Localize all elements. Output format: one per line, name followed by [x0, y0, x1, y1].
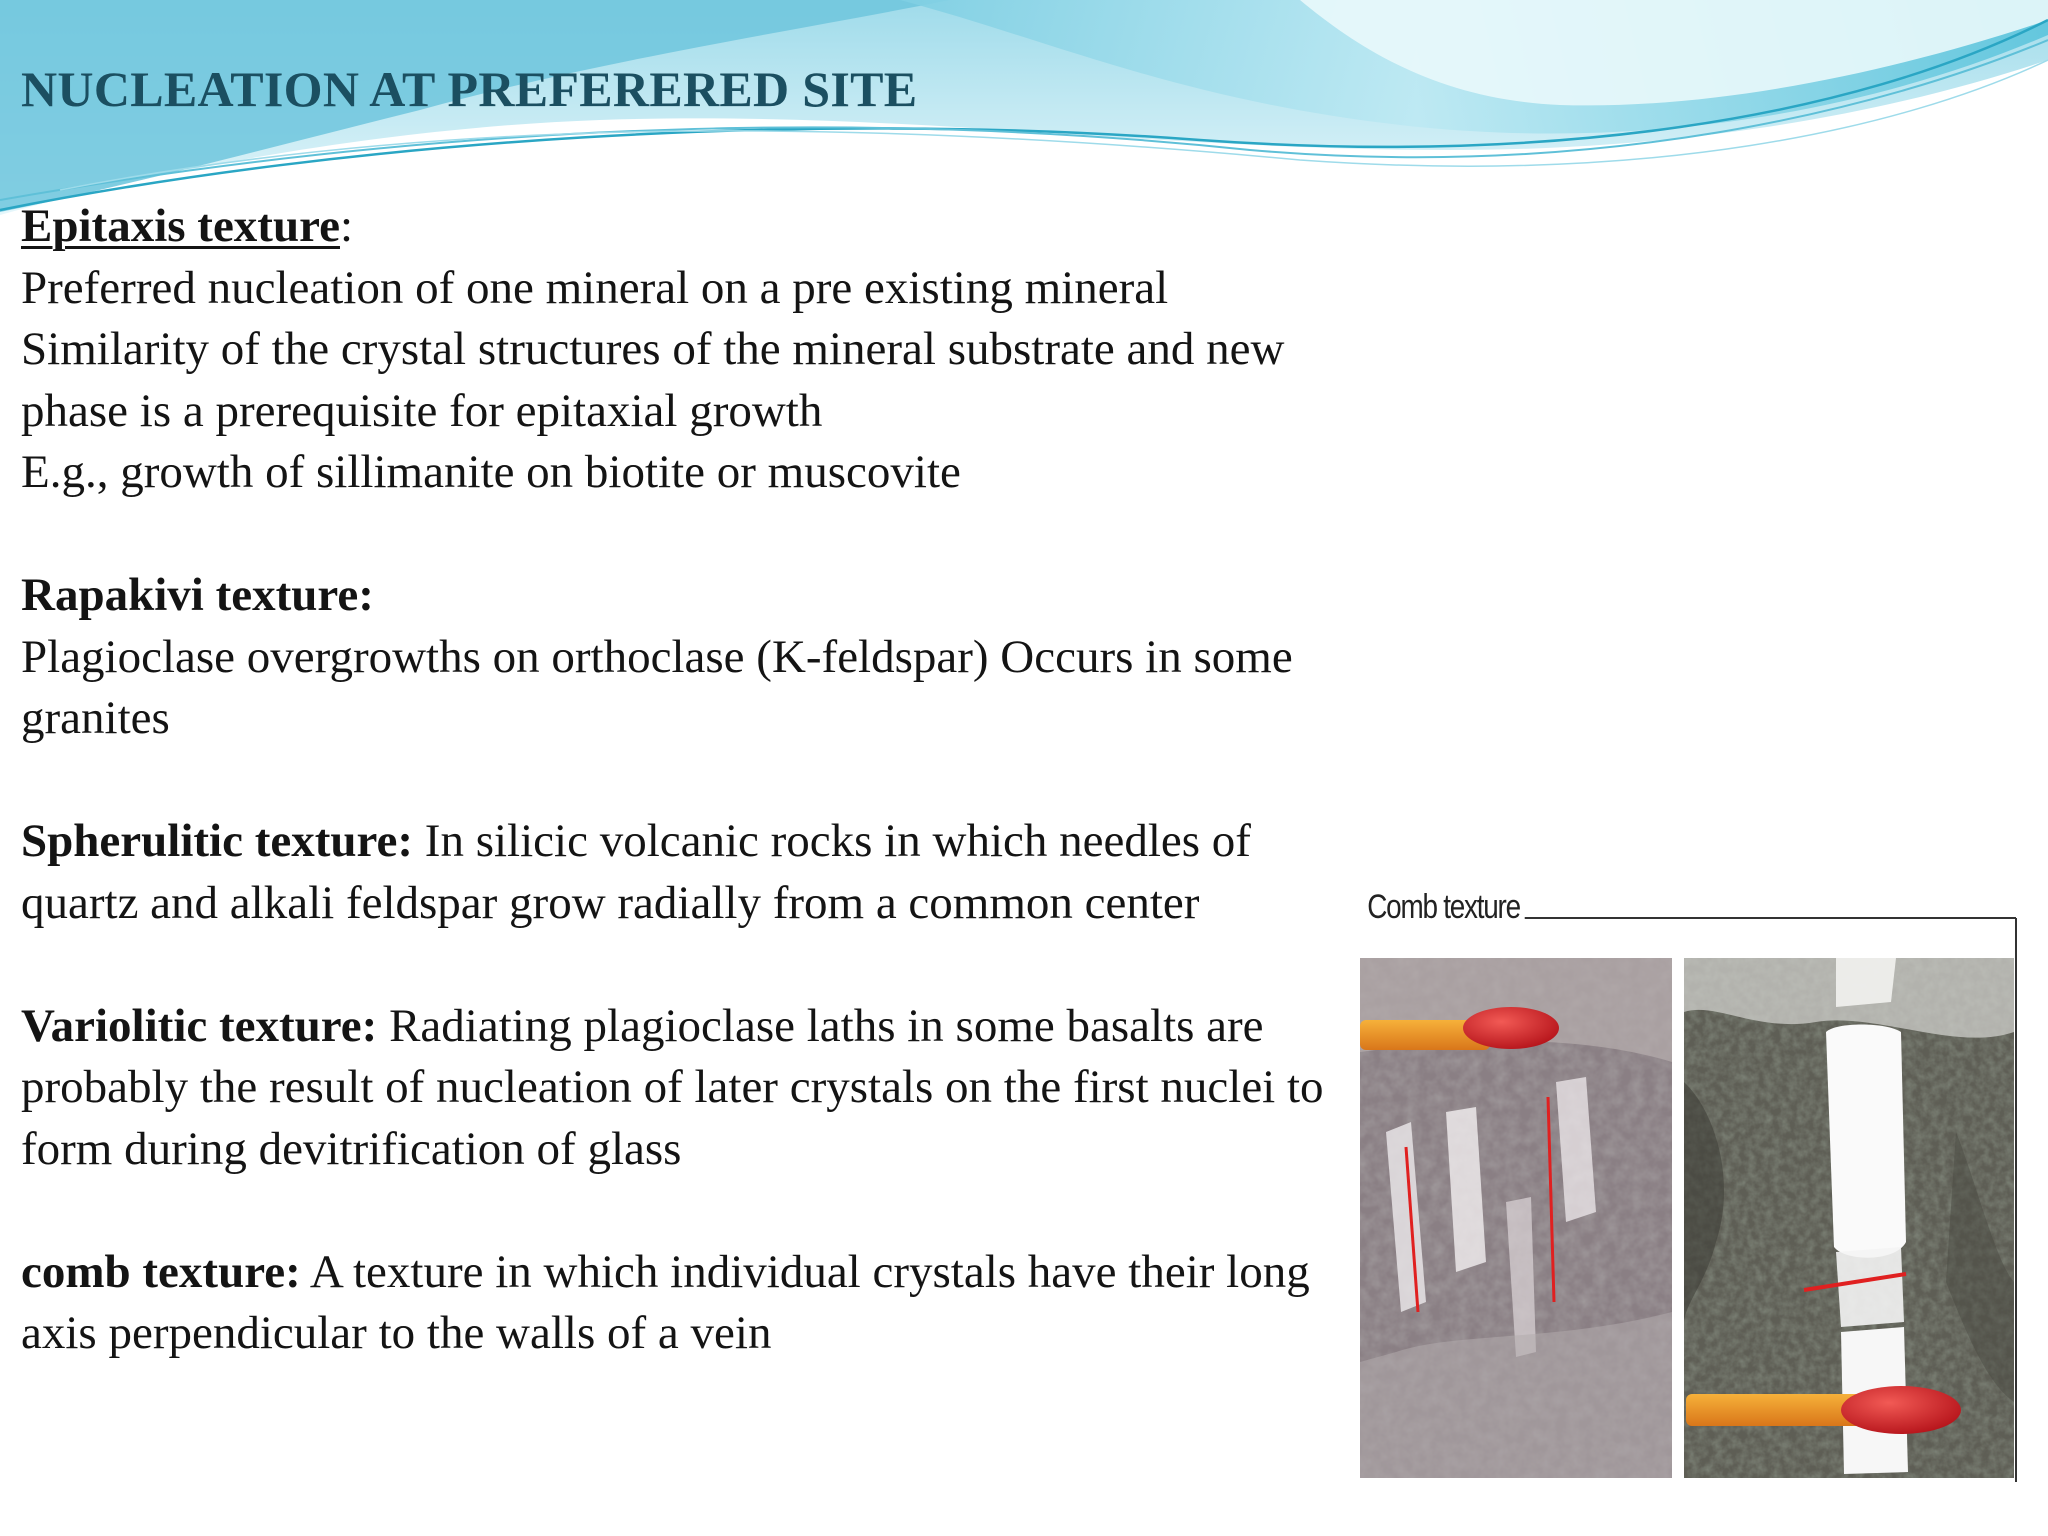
comb-texture-figure [1356, 882, 2018, 1482]
heading-colon: : [339, 200, 354, 252]
section-heading: Variolitic texture: [21, 999, 378, 1052]
section-paragraph [21, 811, 1341, 934]
section-heading-line [21, 196, 1341, 258]
section-heading: Epitaxis texture [21, 200, 340, 252]
section-rapakivi [21, 565, 1341, 750]
section-heading: Rapakivi texture: [21, 569, 374, 621]
body-line: Preferred nucleation of one mineral on a pre existing mineral [21, 261, 1169, 314]
section-body: Radiating plagioclase laths in some basalts are probably the result of nucleation of later crystals on the first nuclei to form during devitrification of glass [21, 999, 1324, 1175]
section-comb [21, 1242, 1341, 1365]
section-epitaxis [21, 196, 1341, 504]
comb-texture-photos [1356, 882, 2018, 1482]
section-paragraph [21, 1242, 1341, 1365]
section-heading: comb texture: [21, 1245, 301, 1298]
slide-content [21, 196, 1341, 1365]
section-variolitic [21, 996, 1341, 1181]
section-paragraph [21, 996, 1341, 1181]
left-rock-photo [1360, 958, 1672, 1478]
body-line: Similarity of the crystal structures of the mineral substrate and new phase is a prerequisite for epitaxial growth [21, 323, 1285, 437]
section-heading: Spherulitic texture: [21, 815, 414, 867]
figure-label: Comb texture [1364, 888, 1525, 927]
section-body: In silicic volcanic rocks in which needles of quartz and alkali feldspar grow radially from a common center [21, 815, 1251, 929]
right-rock-photo [1684, 958, 2014, 1478]
body-line: Plagioclase overgrowths on orthoclase (K-feldspar) Occurs in some granites [21, 630, 1293, 744]
body-line: E.g., growth of sillimanite on biotite or muscovite [21, 446, 961, 498]
section-spherulitic [21, 811, 1341, 934]
slide-title: NUCLEATION AT PREFERERED SITE [21, 61, 918, 117]
section-body: A texture in which individual crystals have their long axis perpendicular to the walls of a vein [21, 1245, 1310, 1359]
